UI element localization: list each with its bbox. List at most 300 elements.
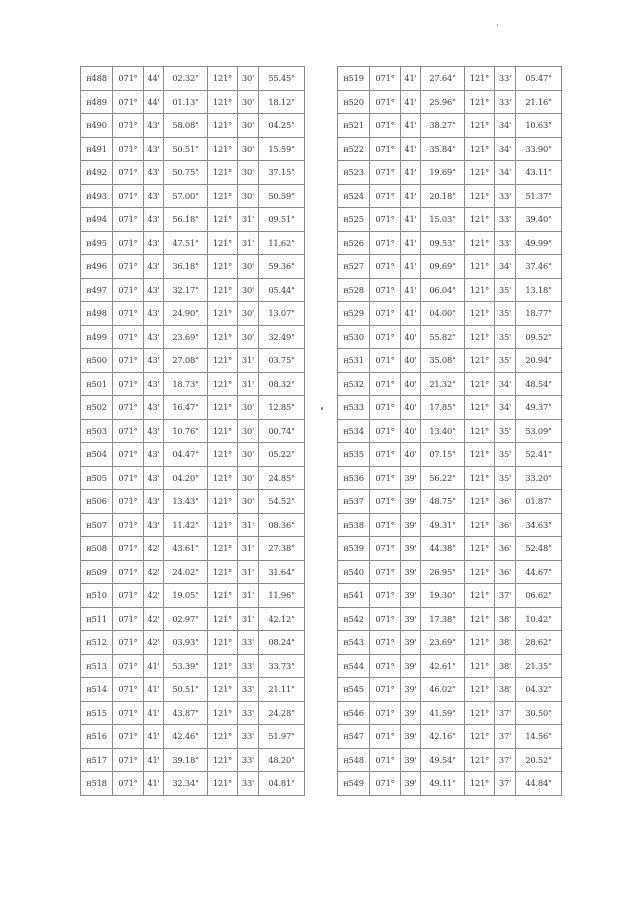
- lon-degrees-cell: 121°: [465, 349, 495, 373]
- point-id-cell: н525: [338, 208, 370, 232]
- lon-seconds-cell: 11.62": [259, 231, 305, 255]
- point-id-cell: н521: [338, 114, 370, 138]
- lat-minutes-cell: 41': [401, 255, 421, 279]
- point-id-cell: н546: [338, 701, 370, 725]
- table-row: [338, 678, 562, 702]
- lon-degrees-cell: 121°: [465, 701, 495, 725]
- table-row: [338, 396, 562, 420]
- point-id-cell: н544: [338, 654, 370, 678]
- lon-minutes-cell: 31': [238, 349, 259, 373]
- table-row: [81, 772, 305, 796]
- lat-seconds-cell: 50.75": [164, 161, 208, 185]
- lon-minutes-cell: 30': [238, 114, 259, 138]
- lat-degrees-cell: 071°: [113, 325, 144, 349]
- table-row: [81, 302, 305, 326]
- lon-minutes-cell: 35': [495, 443, 516, 467]
- lon-seconds-cell: 03.75": [259, 349, 305, 373]
- lon-degrees-cell: 121°: [208, 67, 238, 91]
- point-id-cell: н501: [81, 372, 113, 396]
- lon-degrees-cell: 121°: [465, 90, 495, 114]
- table-row: [81, 184, 305, 208]
- point-id-cell: н533: [338, 396, 370, 420]
- lon-seconds-cell: 52.48": [516, 537, 562, 561]
- lon-seconds-cell: 48.54": [516, 372, 562, 396]
- lat-degrees-cell: 071°: [113, 419, 144, 443]
- lon-minutes-cell: 33': [238, 725, 259, 749]
- lon-seconds-cell: 32.49": [259, 325, 305, 349]
- table-row: [81, 161, 305, 185]
- lon-seconds-cell: 04.32": [516, 678, 562, 702]
- lon-minutes-cell: 37': [495, 584, 516, 608]
- lon-degrees-cell: 121°: [465, 67, 495, 91]
- lon-seconds-cell: 55.45": [259, 67, 305, 91]
- point-id-cell: н535: [338, 443, 370, 467]
- lon-minutes-cell: 30': [238, 67, 259, 91]
- table-row: [338, 631, 562, 655]
- lon-degrees-cell: 121°: [465, 231, 495, 255]
- lon-minutes-cell: 30': [238, 137, 259, 161]
- table-row: [338, 701, 562, 725]
- lat-seconds-cell: 11.42": [164, 513, 208, 537]
- lat-seconds-cell: 42.16": [421, 725, 465, 749]
- table-row: [81, 278, 305, 302]
- point-id-cell: н502: [81, 396, 113, 420]
- lon-degrees-cell: 121°: [465, 513, 495, 537]
- lon-seconds-cell: 39.40": [516, 208, 562, 232]
- table-row: [338, 748, 562, 772]
- lon-degrees-cell: 121°: [465, 325, 495, 349]
- lat-seconds-cell: 46.02": [421, 678, 465, 702]
- point-id-cell: н528: [338, 278, 370, 302]
- lat-degrees-cell: 071°: [113, 137, 144, 161]
- point-id-cell: н506: [81, 490, 113, 514]
- lon-degrees-cell: 121°: [208, 208, 238, 232]
- lat-degrees-cell: 071°: [113, 537, 144, 561]
- point-id-cell: н547: [338, 725, 370, 749]
- lon-seconds-cell: 34.63": [516, 513, 562, 537]
- point-id-cell: н516: [81, 725, 113, 749]
- lon-degrees-cell: 121°: [465, 208, 495, 232]
- lat-minutes-cell: 39': [401, 678, 421, 702]
- lon-minutes-cell: 30': [238, 161, 259, 185]
- lon-minutes-cell: 37': [495, 701, 516, 725]
- lon-degrees-cell: 121°: [465, 372, 495, 396]
- lat-degrees-cell: 071°: [370, 490, 401, 514]
- table-row: [338, 90, 562, 114]
- lat-minutes-cell: 39': [401, 654, 421, 678]
- lat-degrees-cell: 071°: [113, 584, 144, 608]
- lon-seconds-cell: 05.44": [259, 278, 305, 302]
- table-row: [81, 114, 305, 138]
- point-id-cell: н499: [81, 325, 113, 349]
- lat-degrees-cell: 071°: [370, 67, 401, 91]
- lon-degrees-cell: 121°: [208, 278, 238, 302]
- lon-degrees-cell: 121°: [208, 302, 238, 326]
- point-id-cell: н526: [338, 231, 370, 255]
- lat-seconds-cell: 02.32": [164, 67, 208, 91]
- lat-degrees-cell: 071°: [113, 560, 144, 584]
- lat-seconds-cell: 21.32": [421, 372, 465, 396]
- point-id-cell: н523: [338, 161, 370, 185]
- lat-degrees-cell: 071°: [113, 396, 144, 420]
- lat-seconds-cell: 55.82": [421, 325, 465, 349]
- lon-seconds-cell: 24.85": [259, 466, 305, 490]
- point-id-cell: н541: [338, 584, 370, 608]
- lat-minutes-cell: 41': [401, 161, 421, 185]
- lon-minutes-cell: 33': [495, 231, 516, 255]
- lat-minutes-cell: 41': [401, 278, 421, 302]
- scan-speck: [497, 24, 498, 26]
- lat-seconds-cell: 19.05": [164, 584, 208, 608]
- lat-degrees-cell: 071°: [113, 466, 144, 490]
- lat-degrees-cell: 071°: [370, 161, 401, 185]
- lat-minutes-cell: 41': [401, 67, 421, 91]
- lon-minutes-cell: 36': [495, 560, 516, 584]
- table-row: [338, 443, 562, 467]
- lon-seconds-cell: 44.67": [516, 560, 562, 584]
- lat-seconds-cell: 13.40": [421, 419, 465, 443]
- coordinates-table-right-body: [338, 67, 562, 796]
- lon-minutes-cell: 33': [238, 678, 259, 702]
- lon-seconds-cell: 13.07": [259, 302, 305, 326]
- table-row: [338, 255, 562, 279]
- lon-seconds-cell: 06.62": [516, 584, 562, 608]
- lat-seconds-cell: 57.00": [164, 184, 208, 208]
- lon-minutes-cell: 38': [495, 631, 516, 655]
- lon-minutes-cell: 38': [495, 654, 516, 678]
- lon-degrees-cell: 121°: [208, 396, 238, 420]
- lon-minutes-cell: 30': [238, 490, 259, 514]
- table-row: [338, 654, 562, 678]
- lon-seconds-cell: 04.25": [259, 114, 305, 138]
- table-row: [81, 701, 305, 725]
- lon-seconds-cell: 24.28": [259, 701, 305, 725]
- lon-seconds-cell: 09.52": [516, 325, 562, 349]
- table-row: [338, 137, 562, 161]
- lat-degrees-cell: 071°: [113, 725, 144, 749]
- lat-seconds-cell: 27.08": [164, 349, 208, 373]
- lat-degrees-cell: 071°: [370, 584, 401, 608]
- lon-degrees-cell: 121°: [465, 678, 495, 702]
- point-id-cell: н511: [81, 607, 113, 631]
- lat-minutes-cell: 42': [144, 560, 164, 584]
- lon-minutes-cell: 36': [495, 490, 516, 514]
- lat-degrees-cell: 071°: [113, 513, 144, 537]
- lon-degrees-cell: 121°: [465, 466, 495, 490]
- lat-seconds-cell: 19.69": [421, 161, 465, 185]
- lat-minutes-cell: 43': [144, 231, 164, 255]
- lat-minutes-cell: 41': [401, 184, 421, 208]
- lat-seconds-cell: 19.30": [421, 584, 465, 608]
- table-row: [81, 654, 305, 678]
- table-row: [81, 513, 305, 537]
- lon-degrees-cell: 121°: [465, 537, 495, 561]
- lon-degrees-cell: 121°: [208, 607, 238, 631]
- lat-degrees-cell: 071°: [370, 231, 401, 255]
- point-id-cell: н493: [81, 184, 113, 208]
- lat-seconds-cell: 07.15": [421, 443, 465, 467]
- point-id-cell: н488: [81, 67, 113, 91]
- lon-seconds-cell: 04.81": [259, 772, 305, 796]
- lat-minutes-cell: 39': [401, 584, 421, 608]
- lon-minutes-cell: 31': [238, 584, 259, 608]
- lat-degrees-cell: 071°: [370, 537, 401, 561]
- lon-degrees-cell: 121°: [465, 631, 495, 655]
- lat-minutes-cell: 40': [401, 372, 421, 396]
- lon-degrees-cell: 121°: [465, 184, 495, 208]
- lat-minutes-cell: 43': [144, 419, 164, 443]
- lat-degrees-cell: 071°: [370, 443, 401, 467]
- lat-degrees-cell: 071°: [113, 678, 144, 702]
- lon-seconds-cell: 33.73": [259, 654, 305, 678]
- lat-seconds-cell: 09.69": [421, 255, 465, 279]
- point-id-cell: н507: [81, 513, 113, 537]
- lat-minutes-cell: 40': [401, 443, 421, 467]
- lon-minutes-cell: 34': [495, 372, 516, 396]
- lon-seconds-cell: 13.18": [516, 278, 562, 302]
- lat-minutes-cell: 43': [144, 255, 164, 279]
- table-row: [81, 255, 305, 279]
- lon-seconds-cell: 05.47": [516, 67, 562, 91]
- point-id-cell: н537: [338, 490, 370, 514]
- lat-seconds-cell: 27.64": [421, 67, 465, 91]
- lon-seconds-cell: 49.99": [516, 231, 562, 255]
- lat-degrees-cell: 071°: [113, 349, 144, 373]
- lat-minutes-cell: 44': [144, 67, 164, 91]
- lat-seconds-cell: 49.54": [421, 748, 465, 772]
- lat-seconds-cell: 58.08": [164, 114, 208, 138]
- point-id-cell: н498: [81, 302, 113, 326]
- lon-seconds-cell: 51.37": [516, 184, 562, 208]
- lon-degrees-cell: 121°: [465, 560, 495, 584]
- lat-degrees-cell: 071°: [370, 654, 401, 678]
- lon-minutes-cell: 34': [495, 161, 516, 185]
- lon-minutes-cell: 36': [495, 513, 516, 537]
- point-id-cell: н508: [81, 537, 113, 561]
- lon-minutes-cell: 38': [495, 607, 516, 631]
- lon-seconds-cell: 43.11": [516, 161, 562, 185]
- point-id-cell: н532: [338, 372, 370, 396]
- point-id-cell: н509: [81, 560, 113, 584]
- lat-degrees-cell: 071°: [370, 137, 401, 161]
- lon-minutes-cell: 33': [238, 772, 259, 796]
- lon-minutes-cell: 30': [238, 90, 259, 114]
- lon-seconds-cell: 21.35": [516, 654, 562, 678]
- lat-degrees-cell: 071°: [113, 208, 144, 232]
- point-id-cell: н534: [338, 419, 370, 443]
- lon-minutes-cell: 35': [495, 419, 516, 443]
- lon-seconds-cell: 37.46": [516, 255, 562, 279]
- coordinates-table-left: [80, 66, 305, 796]
- lon-seconds-cell: 08.36": [259, 513, 305, 537]
- table-row: [338, 772, 562, 796]
- table-row: [338, 208, 562, 232]
- lon-degrees-cell: 121°: [208, 255, 238, 279]
- point-id-cell: н545: [338, 678, 370, 702]
- table-row: [338, 725, 562, 749]
- lon-minutes-cell: 30': [238, 184, 259, 208]
- lat-degrees-cell: 071°: [113, 654, 144, 678]
- lat-degrees-cell: 071°: [370, 607, 401, 631]
- lat-degrees-cell: 071°: [113, 772, 144, 796]
- lon-degrees-cell: 121°: [465, 584, 495, 608]
- lat-degrees-cell: 071°: [370, 114, 401, 138]
- lon-degrees-cell: 121°: [208, 161, 238, 185]
- lon-degrees-cell: 121°: [208, 466, 238, 490]
- lon-degrees-cell: 121°: [465, 137, 495, 161]
- lat-minutes-cell: 39': [401, 607, 421, 631]
- lat-seconds-cell: 24.90": [164, 302, 208, 326]
- lat-degrees-cell: 071°: [113, 607, 144, 631]
- lon-degrees-cell: 121°: [208, 725, 238, 749]
- lat-minutes-cell: 41': [401, 208, 421, 232]
- lon-minutes-cell: 34': [495, 137, 516, 161]
- lat-minutes-cell: 39': [401, 513, 421, 537]
- lat-seconds-cell: 39.18": [164, 748, 208, 772]
- lon-degrees-cell: 121°: [465, 255, 495, 279]
- point-id-cell: н548: [338, 748, 370, 772]
- lat-seconds-cell: 42.61": [421, 654, 465, 678]
- lat-degrees-cell: 071°: [113, 90, 144, 114]
- lat-minutes-cell: 41': [144, 701, 164, 725]
- lat-seconds-cell: 16.47": [164, 396, 208, 420]
- lat-minutes-cell: 43': [144, 114, 164, 138]
- lat-seconds-cell: 56.18": [164, 208, 208, 232]
- point-id-cell: н495: [81, 231, 113, 255]
- lon-seconds-cell: 18.77": [516, 302, 562, 326]
- lat-minutes-cell: 43': [144, 396, 164, 420]
- lat-degrees-cell: 071°: [370, 419, 401, 443]
- lat-seconds-cell: 50.51": [164, 678, 208, 702]
- lat-minutes-cell: 41': [144, 725, 164, 749]
- lon-minutes-cell: 30': [238, 255, 259, 279]
- lon-minutes-cell: 33': [495, 67, 516, 91]
- lon-minutes-cell: 31': [238, 560, 259, 584]
- lat-seconds-cell: 02.97": [164, 607, 208, 631]
- lon-minutes-cell: 35': [495, 349, 516, 373]
- lon-degrees-cell: 121°: [208, 372, 238, 396]
- lat-minutes-cell: 42': [144, 584, 164, 608]
- lat-minutes-cell: 39': [401, 748, 421, 772]
- table-row: [81, 678, 305, 702]
- lat-minutes-cell: 40': [401, 419, 421, 443]
- lon-degrees-cell: 121°: [208, 184, 238, 208]
- lon-seconds-cell: 10.42": [516, 607, 562, 631]
- lat-minutes-cell: 39': [401, 490, 421, 514]
- lat-minutes-cell: 43': [144, 208, 164, 232]
- lon-minutes-cell: 33': [495, 208, 516, 232]
- lat-seconds-cell: 41.59": [421, 701, 465, 725]
- lat-seconds-cell: 44.38": [421, 537, 465, 561]
- table-row: [338, 161, 562, 185]
- table-row: [338, 231, 562, 255]
- coordinates-table-right: [337, 66, 562, 796]
- lon-minutes-cell: 37': [495, 748, 516, 772]
- lat-degrees-cell: 071°: [113, 114, 144, 138]
- point-id-cell: н496: [81, 255, 113, 279]
- lon-seconds-cell: 20.94": [516, 349, 562, 373]
- lat-degrees-cell: 071°: [370, 372, 401, 396]
- lat-minutes-cell: 39': [401, 725, 421, 749]
- table-row: [338, 490, 562, 514]
- lon-minutes-cell: 30': [238, 396, 259, 420]
- lat-seconds-cell: 38.27": [421, 114, 465, 138]
- table-row: [338, 513, 562, 537]
- lat-degrees-cell: 071°: [113, 443, 144, 467]
- lon-degrees-cell: 121°: [208, 631, 238, 655]
- table-row: [338, 114, 562, 138]
- lon-seconds-cell: 14.56": [516, 725, 562, 749]
- lat-degrees-cell: 071°: [113, 161, 144, 185]
- lon-degrees-cell: 121°: [465, 396, 495, 420]
- lon-degrees-cell: 121°: [465, 772, 495, 796]
- lon-degrees-cell: 121°: [465, 302, 495, 326]
- point-id-cell: н494: [81, 208, 113, 232]
- lon-degrees-cell: 121°: [465, 278, 495, 302]
- point-id-cell: н500: [81, 349, 113, 373]
- lat-degrees-cell: 071°: [370, 184, 401, 208]
- lat-degrees-cell: 071°: [370, 255, 401, 279]
- lat-degrees-cell: 071°: [113, 372, 144, 396]
- lon-seconds-cell: 00.74": [259, 419, 305, 443]
- lat-seconds-cell: 24.02": [164, 560, 208, 584]
- lon-seconds-cell: 21.16": [516, 90, 562, 114]
- lon-seconds-cell: 20.52": [516, 748, 562, 772]
- lat-seconds-cell: 56.22": [421, 466, 465, 490]
- lon-minutes-cell: 35': [495, 278, 516, 302]
- lat-minutes-cell: 41': [401, 231, 421, 255]
- point-id-cell: н504: [81, 443, 113, 467]
- lon-degrees-cell: 121°: [208, 231, 238, 255]
- lat-seconds-cell: 43.61": [164, 537, 208, 561]
- lat-degrees-cell: 071°: [113, 748, 144, 772]
- lon-minutes-cell: 38': [495, 678, 516, 702]
- lat-degrees-cell: 071°: [370, 772, 401, 796]
- lon-minutes-cell: 30': [238, 278, 259, 302]
- lon-seconds-cell: 08.24": [259, 631, 305, 655]
- table-row: [81, 67, 305, 91]
- lat-minutes-cell: 42': [144, 607, 164, 631]
- lat-degrees-cell: 071°: [370, 325, 401, 349]
- lat-minutes-cell: 43': [144, 325, 164, 349]
- lon-seconds-cell: 21.11": [259, 678, 305, 702]
- coordinates-table-left-body: [81, 67, 305, 796]
- lon-minutes-cell: 34': [495, 114, 516, 138]
- lat-degrees-cell: 071°: [113, 67, 144, 91]
- table-row: [338, 419, 562, 443]
- lat-degrees-cell: 071°: [113, 631, 144, 655]
- point-id-cell: н520: [338, 90, 370, 114]
- lon-minutes-cell: 35': [495, 302, 516, 326]
- table-row: [338, 560, 562, 584]
- lat-minutes-cell: 43': [144, 278, 164, 302]
- lon-minutes-cell: 33': [495, 90, 516, 114]
- table-row: [338, 466, 562, 490]
- lat-seconds-cell: 23.69": [164, 325, 208, 349]
- lat-minutes-cell: 41': [144, 678, 164, 702]
- lon-degrees-cell: 121°: [465, 443, 495, 467]
- lat-seconds-cell: 32.17": [164, 278, 208, 302]
- lon-seconds-cell: 33.20": [516, 466, 562, 490]
- lat-seconds-cell: 50.51": [164, 137, 208, 161]
- table-row: [81, 607, 305, 631]
- lon-seconds-cell: 01.87": [516, 490, 562, 514]
- lon-degrees-cell: 121°: [208, 584, 238, 608]
- lon-seconds-cell: 44.84": [516, 772, 562, 796]
- table-row: [81, 443, 305, 467]
- point-id-cell: н549: [338, 772, 370, 796]
- lon-degrees-cell: 121°: [208, 513, 238, 537]
